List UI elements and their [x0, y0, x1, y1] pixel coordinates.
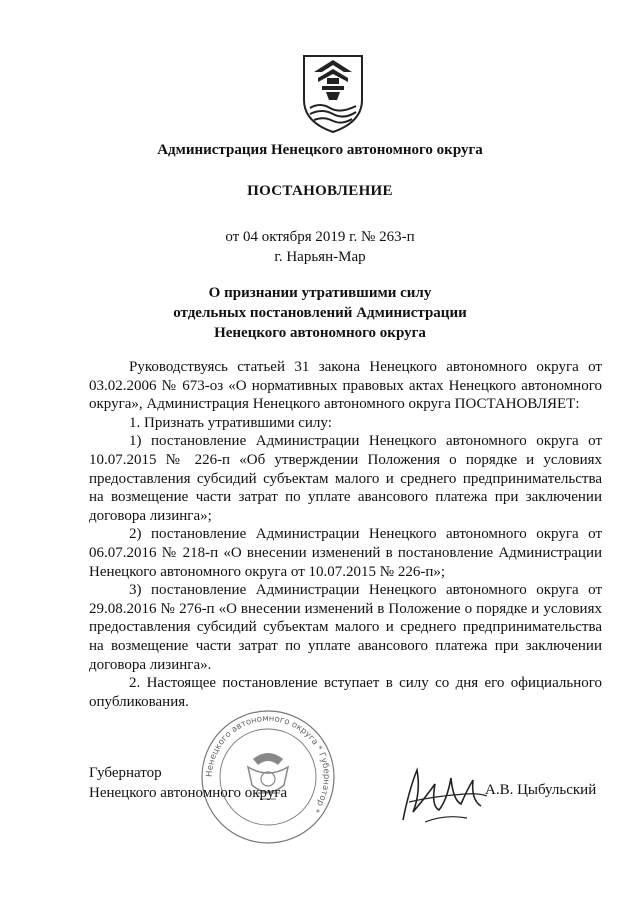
- item-1-1: 1) постановление Администрации Ненецкого автономного округа от 10.07.2015 № 226-п «Об утверждении Положения о порядке и условиях предоставления субсидий субъектам малого и среднего предпринимательства на возмещение части затрат по уплате авансового платежа при заключении договора лизинга»;: [89, 433, 602, 524]
- position-line-1: Губернатор: [89, 765, 162, 781]
- document-type: ПОСТАНОВЛЕНИЕ: [247, 183, 393, 199]
- coat-of-arms-icon: [300, 52, 366, 134]
- city: г. Нарьян-Мар: [274, 249, 366, 265]
- item-1: 1. Признать утратившими силу:: [129, 414, 332, 431]
- subject-line-1: О признании утратившими силу: [208, 285, 432, 301]
- item-2: 2. Настоящее постановление вступает в силу со дня его официального опубликования.: [89, 675, 602, 710]
- document-body: [89, 358, 602, 711]
- subject-line-2: отдельных постановлений Администрации: [173, 305, 467, 321]
- position-line-2: Ненецкого автономного округа: [89, 785, 288, 801]
- item-1-2: 2) постановление Администрации Ненецкого автономного округа от 06.07.2016 № 218-п «О внесении изменений в постановление Администрации Ненецкого автономного округа от 10.07.2015 № 226-п»;: [89, 526, 602, 580]
- handwritten-signature-icon: [395, 760, 490, 830]
- date-number: от 04 октября 2019 г. № 263-п: [225, 229, 415, 245]
- subject-line-3: Ненецкого автономного округа: [214, 325, 426, 341]
- preamble: Руководствуясь статьей 31 закона Ненецкого автономного округа от 03.02.2006 № 673-оз «О нормативных правовых актах Ненецкого автономного округа», Администрация Ненецкого автономного округа ПОСТАНОВЛЯЕТ:: [89, 359, 602, 413]
- organization-title: Администрация Ненецкого автономного округа: [157, 142, 483, 158]
- signatory-name: А.В. Цыбульский: [485, 782, 597, 798]
- item-1-3: 3) постановление Администрации Ненецкого автономного округа от 29.08.2016 № 276-п «О внесении изменений в Положение о порядке и условиях предоставления субсидий субъектам малого и среднего предпринимательства на возмещение части затрат по уплате авансового платежа при заключении договора лизинга».: [89, 582, 602, 673]
- subject-title: [0, 283, 640, 343]
- signatory-position: [89, 763, 287, 803]
- seal-text: Ненецкого автономного округа * Губернатор *: [204, 713, 332, 815]
